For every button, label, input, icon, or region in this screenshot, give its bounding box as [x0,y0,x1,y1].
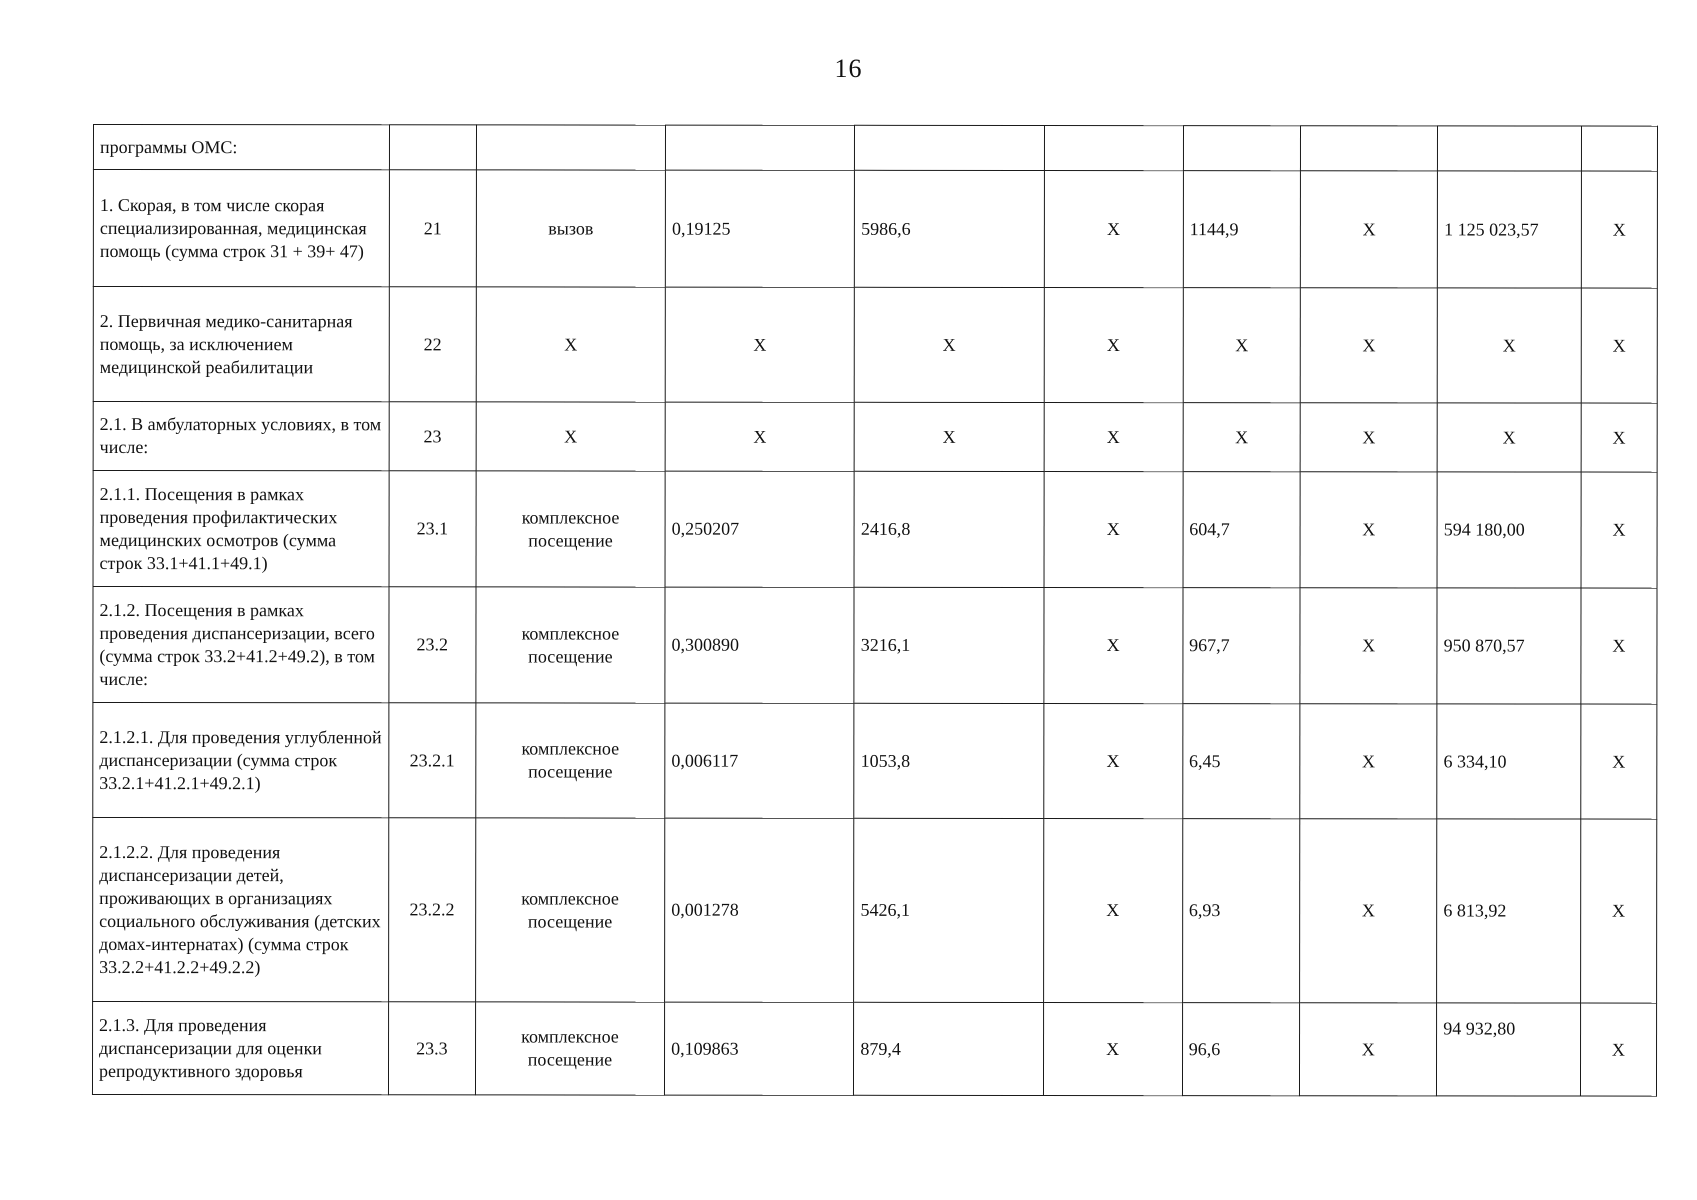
row-norm: 0,300890 [665,587,854,703]
table-row [93,125,1657,172]
row-col-8: X [1300,704,1437,819]
row-name: 1. Скорая, в том числе скорая специализированная, медицинская помощь (сумма строк 31 + 39+ 47) [93,170,389,287]
row-line-number: 23.2 [389,587,476,703]
row-line-number: 23.2.2 [388,818,475,1002]
table-row [93,703,1657,820]
row-norm: 0,19125 [665,170,854,287]
row-col-6: X [1043,703,1182,818]
row-col-6: X [1043,818,1182,1002]
row-unit: комплексное посещение [476,587,665,703]
row-cost: 1053,8 [854,703,1043,818]
row-norm: 0,001278 [665,818,854,1002]
row-cost [855,125,1044,170]
row-col-10: X [1581,171,1657,288]
row-norm: X [665,287,854,402]
row-total: 6 334,10 [1437,704,1581,819]
row-col-10: X [1581,704,1657,819]
row-unit: X [476,402,665,471]
table-row [93,170,1657,289]
row-col-6 [1044,125,1183,170]
row-col-10 [1581,126,1657,171]
row-line-number [389,125,476,170]
row-unit: комплексное посещение [476,471,665,587]
row-total [1438,126,1582,171]
row-cost: X [855,287,1044,402]
page-number: 16 [834,54,863,83]
row-per-capita: X [1183,403,1301,472]
row-name: 2.1.2.1. Для проведения углубленной диспансеризации (сумма строк 33.2.1+41.2.1+49.2.1) [93,703,389,818]
row-norm: 0,109863 [665,1002,854,1095]
row-total: 950 870,57 [1437,588,1581,704]
row-name: 2.1.3. Для проведения диспансеризации для оценки репродуктивного здоровья [92,1002,388,1095]
data-table [92,124,1658,1097]
row-col-10: X [1581,403,1657,472]
row-unit: комплексное посещение [475,1002,664,1095]
row-col-8: X [1300,819,1437,1003]
row-cost: 5986,6 [855,170,1044,287]
row-name: 2. Первичная медико-санитарная помощь, за исключением медицинской реабилитации [93,287,389,402]
row-per-capita: X [1183,288,1301,403]
table-row [93,402,1657,473]
row-per-capita: 604,7 [1183,472,1301,588]
row-unit: вызов [476,170,665,287]
row-col-10: X [1580,819,1656,1003]
table-row [93,287,1657,404]
row-per-capita: 967,7 [1183,588,1301,704]
table-row [93,818,1657,1004]
table-row [93,587,1657,705]
row-line-number: 21 [389,170,476,287]
row-line-number: 23.3 [388,1002,475,1095]
row-unit: комплексное посещение [476,703,665,818]
row-col-10: X [1581,288,1657,403]
row-col-6: X [1044,402,1183,471]
row-line-number: 23.2.1 [389,703,476,818]
row-cost: 5426,1 [854,818,1043,1002]
row-name: программы ОМС: [93,125,389,170]
row-col-8 [1301,126,1438,171]
row-col-8: X [1300,1003,1437,1096]
row-line-number: 23.1 [389,471,476,587]
row-col-6: X [1043,587,1182,703]
row-name: 2.1. В амбулаторных условиях, в том числе: [93,402,389,471]
row-per-capita: 96,6 [1182,1003,1300,1096]
row-per-capita: 6,93 [1182,819,1300,1003]
row-col-6: X [1044,471,1183,587]
row-unit: X [476,287,665,402]
row-per-capita: 1144,9 [1183,171,1301,288]
row-col-10: X [1580,1003,1656,1096]
row-name: 2.1.2.2. Для проведения диспансеризации детей, проживающих в организациях социального обслуживания (детских домах-интернатах) (сумма строк 33.2.2+41.2.2+49.2.2) [93,818,389,1002]
row-col-8: X [1300,403,1437,472]
row-col-10: X [1581,472,1657,588]
row-name: 2.1.1. Посещения в рамках проведения профилактических медицинских осмотров (сумма строк 33.1+41.1+49.1) [93,471,389,587]
row-cost: X [854,402,1043,471]
row-col-8: X [1301,171,1438,288]
row-cost: 879,4 [854,1002,1043,1095]
row-per-capita [1183,126,1301,171]
row-per-capita: 6,45 [1183,704,1301,819]
table-row [93,471,1657,589]
row-col-6: X [1044,287,1183,402]
row-norm: 0,006117 [665,703,854,818]
table-row [92,1002,1656,1097]
row-name: 2.1.2. Посещения в рамках проведения диспансеризации, всего (сумма строк 33.2+41.2+49.2), в том числе: [93,587,389,703]
row-total: 1 125 023,57 [1438,171,1582,288]
row-total: 94 932,80 [1437,1003,1581,1096]
row-col-8: X [1300,588,1437,704]
row-line-number: 22 [389,287,476,402]
row-col-10: X [1581,588,1657,704]
row-col-6: X [1043,1002,1182,1095]
row-total: X [1437,288,1581,403]
row-unit [476,125,665,170]
row-unit: комплексное посещение [475,818,664,1002]
row-norm: X [665,402,854,471]
row-col-8: X [1300,288,1437,403]
row-cost: 3216,1 [854,587,1043,703]
row-cost: 2416,8 [854,471,1043,587]
row-total: X [1437,403,1581,472]
row-norm: 0,250207 [665,471,854,587]
row-total: 6 813,92 [1437,819,1581,1003]
row-line-number: 23 [389,402,476,471]
row-total: 594 180,00 [1437,472,1581,588]
row-norm [666,125,855,170]
row-col-8: X [1300,472,1437,588]
row-col-6: X [1044,170,1183,287]
